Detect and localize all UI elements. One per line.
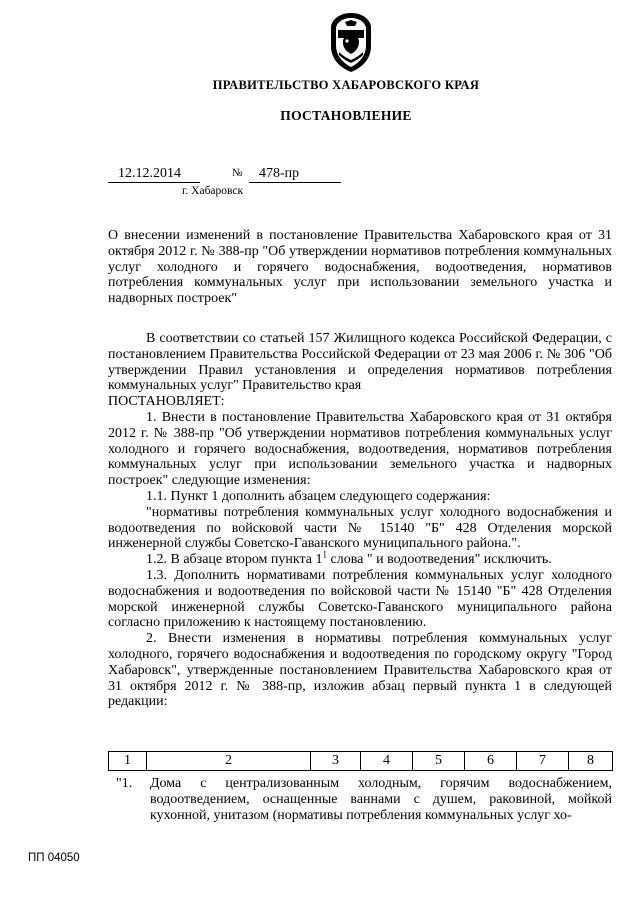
- row-number: "1.: [116, 776, 133, 791]
- coat-of-arms-icon: [325, 10, 377, 74]
- government-title: ПРАВИТЕЛЬСТВО ХАБАРОВСКОГО КРАЯ: [212, 78, 480, 92]
- table-header-cell: 1: [109, 752, 147, 771]
- document-subject: [108, 228, 612, 307]
- document-date: 12.12.2014: [108, 165, 200, 183]
- table-header-row: [109, 752, 613, 771]
- table-header-cell: 7: [517, 752, 569, 771]
- subject-text: О внесении изменений в постановление Правительства Хабаровского края от 31 октября 2012 г. № 388-пр "Об утверждении нормативов потребления коммунальных услуг холодного и горячего водоснабжения, водоотведения, нормативов потребления коммунальных услуг при использовании земельного участка и надворных построек": [108, 228, 612, 307]
- body-paragraph: В соответствии со статьей 157 Жилищного кодекса Российской Федерации, с постановлением Правительства Российской Федерации от 23 мая 2006 г. № 306 "Об утверждении Правил установления и определения нормативов потребления коммунальных услуг" Правительство края: [108, 331, 612, 394]
- body-paragraph: 1.3. Дополнить нормативами потребления коммунальных услуг холодного водоснабжения и водоотведения по войсковой части № 15140 "Б" 428 Отделения морской инженерной службы Советско-Гаванского муниципального района согласно приложению к настоящему постановлению.: [108, 567, 612, 631]
- clause-text: слова " и водоотведения" исключить.: [327, 552, 552, 568]
- table-header-cell: 6: [465, 752, 517, 771]
- clause-superscript: 1: [322, 549, 328, 560]
- table-header-cell: 8: [569, 752, 613, 771]
- body-paragraph: "нормативы потребления коммунальных услуг холодного водоснабжения и водоотведения по войсковой части № 15140 "Б" 428 Отделения морской инженерной службы Советско-Гаванского муниципального района.".: [108, 504, 612, 552]
- table-header-cell: 3: [311, 752, 361, 771]
- table-header-cell: 4: [361, 752, 413, 771]
- body-paragraph: 2. Внести изменения в нормативы потребления коммунальных услуг холодного, горячего водоснабжения и водоотведения по городскому округу "Город Хабаровск", утвержденные постановлением Правительства Хабаровского края от 31 октября 2012 г. № 388-пр, изложив абзац первый пункта 1 в следующей редакции:: [108, 631, 612, 710]
- clause-text: 1.2. В абзаце втором пункта 1: [146, 552, 323, 568]
- document-type-title: ПОСТАНОВЛЕНИЕ: [280, 108, 412, 123]
- norms-table: [108, 751, 613, 771]
- document-number: 478-пр: [249, 165, 341, 183]
- body-paragraph: [108, 549, 612, 568]
- document-body: [108, 331, 612, 710]
- table-header-cell: 5: [413, 752, 465, 771]
- row-description: Дома с централизованным холодным, горячим водоснабжением, водоотведением, оснащенные ваннами с душем, раковиной, мойкой кухонной, унитазом (нормативы потребления коммунальных услуг хо-: [150, 776, 612, 823]
- city-label: г. Хабаровск: [182, 185, 244, 197]
- number-sign: №: [232, 167, 243, 179]
- body-paragraph: 1. Внести в постановление Правительства Хабаровского края от 31 октября 2012 г. № 388-пр "Об утверждении нормативов потребления коммунальных услуг холодного и горячего водоснабжения, водоотведения, нормативов потребления коммунальных услуг при использовании земельного участка и надворных построек" следующие изменения:: [108, 409, 612, 489]
- table-header-cell: 2: [147, 752, 311, 771]
- resolves-heading: ПОСТАНОВЛЯЕТ:: [108, 394, 225, 410]
- date-number-row: [108, 165, 338, 183]
- body-paragraph: 1.1. Пункт 1 дополнить абзацем следующего содержания:: [146, 488, 491, 504]
- footer-document-code: ПП 04050: [28, 852, 80, 864]
